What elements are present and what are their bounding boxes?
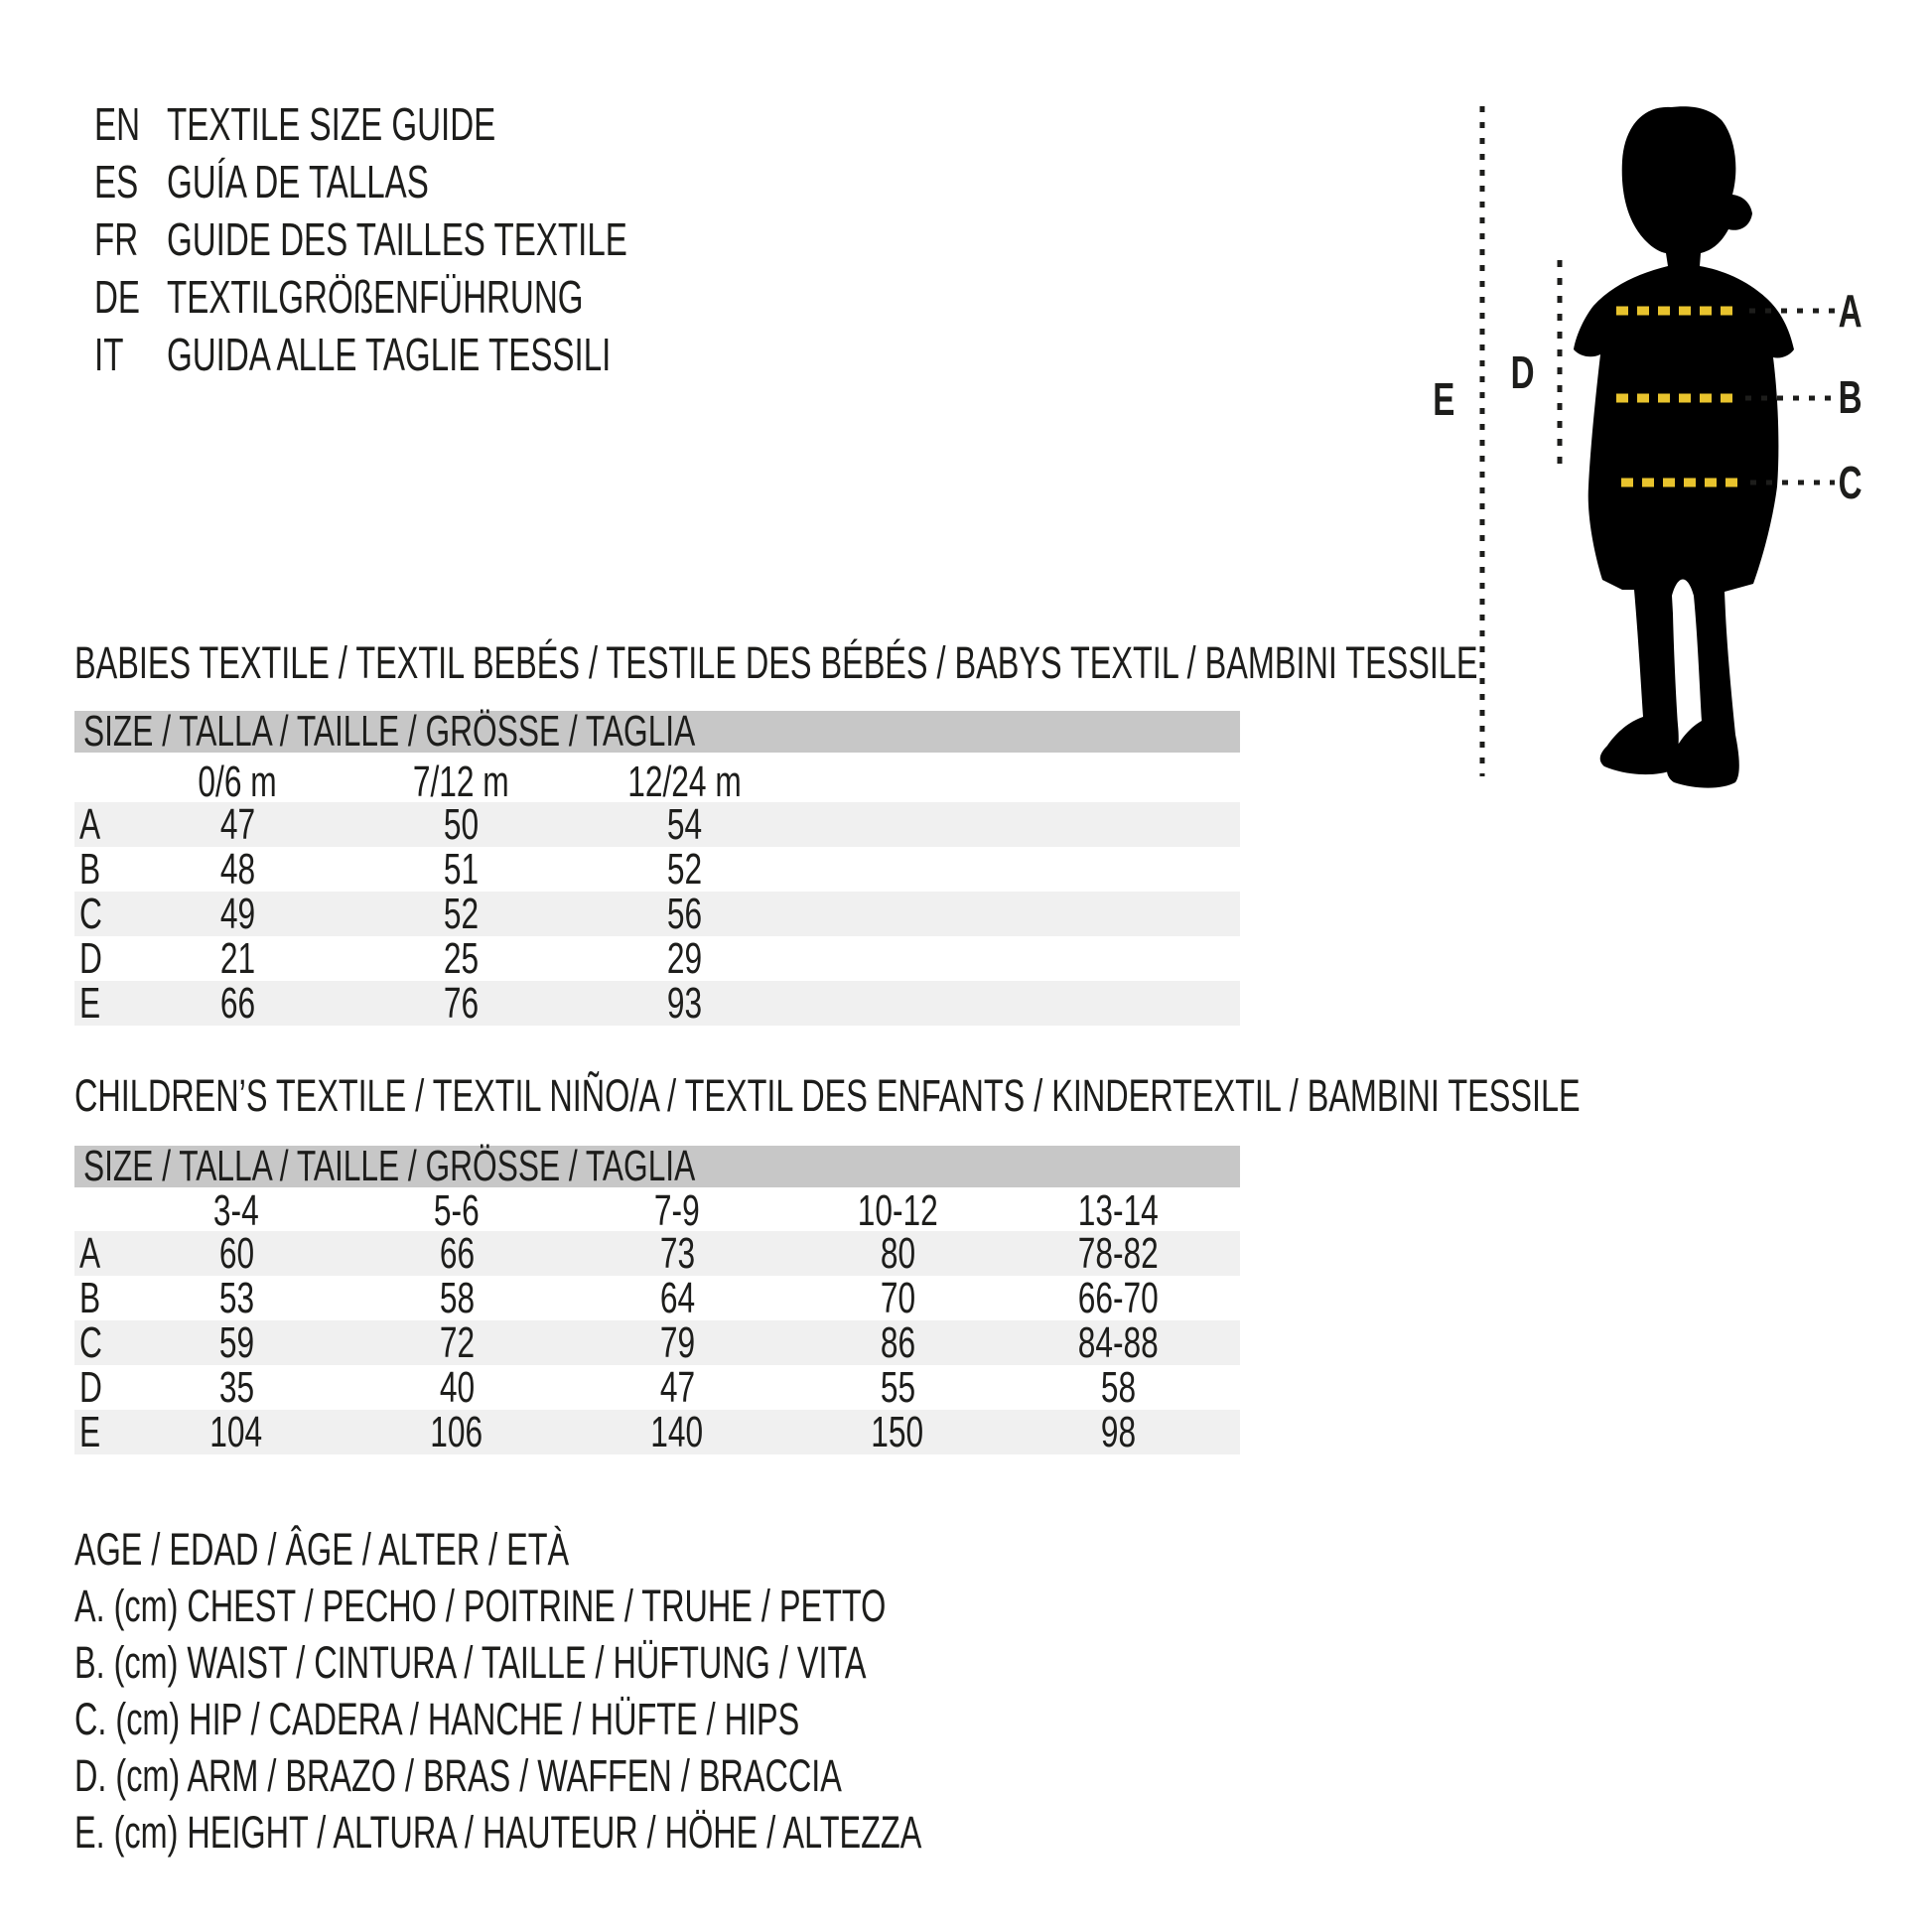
lang-code: DE [94, 271, 141, 323]
cell-value: 66-70 [1077, 1273, 1159, 1322]
cell-value: 73 [659, 1228, 695, 1278]
row-label: E [79, 978, 101, 1028]
cell-value: 80 [880, 1228, 915, 1278]
lang-code: EN [94, 98, 141, 150]
children-size-header-bar: SIZE / TALLA / TAILLE / GRÖSSE / TAGLIA [74, 1146, 1240, 1187]
table-row [74, 978, 1240, 1028]
figure-label-d: D [1511, 346, 1535, 398]
lang-row-fr [94, 210, 806, 268]
table-row [74, 1407, 1240, 1456]
cell-value: 70 [880, 1273, 915, 1322]
lang-row-es [94, 153, 806, 210]
lang-code: FR [94, 213, 139, 265]
row-label: C [79, 889, 102, 938]
child-silhouette-figure [1390, 60, 1932, 814]
cell-value: 56 [666, 889, 703, 938]
cell-value: 51 [443, 844, 480, 894]
cell-value: 59 [218, 1317, 254, 1367]
table-row [74, 1228, 1240, 1278]
cell-value: 48 [219, 844, 256, 894]
table-row [74, 844, 1240, 894]
table-row [74, 799, 1240, 849]
cell-value: 58 [1100, 1362, 1136, 1412]
figure-label-b: B [1839, 371, 1863, 423]
cell-value: 58 [439, 1273, 475, 1322]
lang-row-en [94, 95, 806, 153]
column-header: 7-9 [654, 1186, 700, 1235]
cell-value: 52 [443, 889, 480, 938]
table-row [74, 933, 1240, 983]
children-section-title: CHILDREN’S TEXTILE / TEXTIL NIÑO/A / TEXTIL DES ENFANTS / KINDERTEXTIL / BAMBINI TESSILE [74, 1070, 1581, 1121]
cell-value: 35 [218, 1362, 254, 1412]
cell-value: 52 [666, 844, 703, 894]
lang-row-it [94, 326, 806, 383]
legend-waist-line: B. (cm) WAIST / CINTURA / TAILLE / HÜFTUNG / VITA [74, 1637, 867, 1688]
row-label: A [79, 799, 101, 849]
cell-value: 21 [219, 933, 256, 983]
lang-code: ES [94, 156, 139, 207]
lang-title: GUÍA DE TALLAS [167, 156, 429, 207]
row-label: B [79, 1273, 101, 1322]
cell-value: 47 [659, 1362, 695, 1412]
cell-value: 49 [219, 889, 256, 938]
cell-value: 29 [666, 933, 703, 983]
table-row [74, 1362, 1240, 1412]
lang-row-de [94, 268, 806, 326]
cell-value: 53 [218, 1273, 254, 1322]
cell-value: 40 [439, 1362, 475, 1412]
lang-title: GUIDA ALLE TAGLIE TESSILI [167, 329, 612, 380]
table-header-row [74, 1186, 1240, 1235]
table-row [74, 1317, 1240, 1367]
cell-value: 84-88 [1077, 1317, 1159, 1367]
cell-value: 55 [880, 1362, 915, 1412]
lang-title: TEXTILGRÖßENFÜHRUNG [167, 271, 584, 323]
language-title-list [94, 95, 806, 383]
cell-value: 54 [666, 799, 703, 849]
legend-chest-line: A. (cm) CHEST / PECHO / POITRINE / TRUHE / PETTO [74, 1581, 887, 1631]
cell-value: 86 [880, 1317, 915, 1367]
cell-value: 66 [219, 978, 256, 1028]
row-label: C [79, 1317, 102, 1367]
table-row [74, 1273, 1240, 1322]
cell-value: 78-82 [1077, 1228, 1159, 1278]
cell-value: 104 [209, 1407, 263, 1456]
row-label: B [79, 844, 101, 894]
cell-value: 76 [443, 978, 480, 1028]
column-header: 5-6 [434, 1186, 480, 1235]
row-label: D [79, 933, 102, 983]
cell-value: 25 [443, 933, 480, 983]
lang-title: GUIDE DES TAILLES TEXTILE [167, 213, 627, 265]
cell-value: 64 [659, 1273, 695, 1322]
measurement-legend [74, 1521, 1251, 1861]
row-label: E [79, 1407, 101, 1456]
column-header: 10-12 [857, 1186, 938, 1235]
lang-code: IT [94, 329, 124, 380]
babies-size-table [74, 758, 1240, 1028]
legend-age-line: AGE / EDAD / ÂGE / ALTER / ETÀ [74, 1524, 570, 1575]
figure-label-c: C [1839, 457, 1863, 508]
lang-title: TEXTILE SIZE GUIDE [167, 98, 496, 150]
cell-value: 79 [659, 1317, 695, 1367]
legend-height-line: E. (cm) HEIGHT / ALTURA / HAUTEUR / HÖHE / ALTEZZA [74, 1807, 922, 1858]
babies-size-header-bar: SIZE / TALLA / TAILLE / GRÖSSE / TAGLIA [74, 711, 1240, 753]
cell-value: 66 [439, 1228, 475, 1278]
column-header: 0/6 m [198, 758, 278, 806]
cell-value: 93 [666, 978, 703, 1028]
column-header: 3-4 [213, 1186, 259, 1235]
children-size-table [74, 1186, 1240, 1456]
cell-value: 50 [443, 799, 480, 849]
cell-value: 140 [650, 1407, 704, 1456]
babies-section-title: BABIES TEXTILE / TEXTIL BEBÉS / TESTILE DES BÉBÉS / BABYS TEXTIL / BAMBINI TESSILE [74, 637, 1478, 688]
legend-hip-line: C. (cm) HIP / CADERA / HANCHE / HÜFTE / HIPS [74, 1694, 800, 1744]
figure-label-a: A [1839, 285, 1863, 337]
cell-value: 72 [439, 1317, 475, 1367]
table-header-row [74, 758, 1240, 806]
row-label: D [79, 1362, 102, 1412]
row-label: A [79, 1228, 101, 1278]
table-row [74, 889, 1240, 938]
cell-value: 106 [430, 1407, 483, 1456]
figure-label-e: E [1432, 373, 1455, 425]
legend-arm-line: D. (cm) ARM / BRAZO / BRAS / WAFFEN / BRACCIA [74, 1750, 842, 1801]
column-header: 12/24 m [627, 758, 742, 806]
cell-value: 47 [219, 799, 256, 849]
column-header: 13-14 [1077, 1186, 1159, 1235]
column-header: 7/12 m [413, 758, 509, 806]
cell-value: 150 [871, 1407, 924, 1456]
cell-value: 60 [218, 1228, 254, 1278]
cell-value: 98 [1100, 1407, 1136, 1456]
